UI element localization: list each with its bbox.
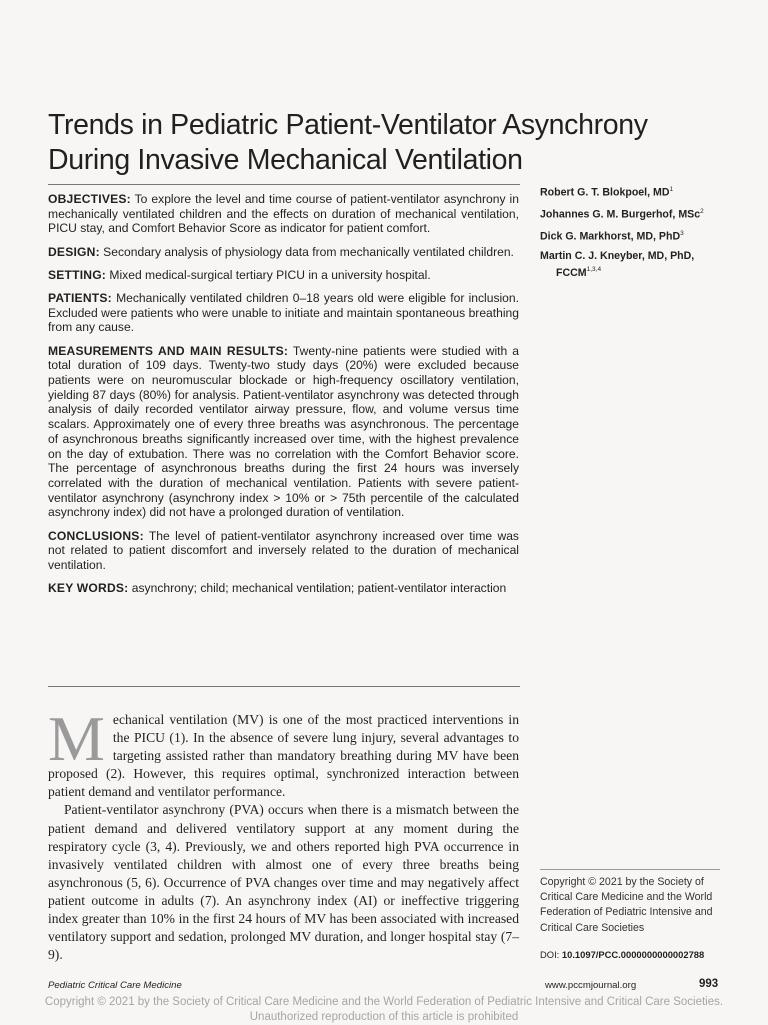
abstract-results [48, 344, 519, 520]
setting-heading: SETTING: [48, 267, 107, 282]
abstract-keywords [48, 581, 519, 596]
keywords-heading: KEY WORDS: [48, 581, 129, 596]
abstract-setting [48, 268, 519, 283]
conclusions-text: The level of patient-ventilator asynchrony increased over time was not related to patient discomfort and inversely related to the duration of mechanical ventilation. [48, 528, 519, 572]
title-line-1: Trends in Pediatric Patient-Ventilator Asynchrony [48, 109, 648, 141]
sidebar-rule [540, 869, 720, 870]
objectives-text: To explore the level and time course of patient-ventilator asynchrony in mechanically ventilated children and the effects on duration of mechanical ventilation, PICU stay, and Comfort Behavior Score as indicator for patient comfort. [48, 192, 519, 236]
objectives-heading: OBJECTIVES: [48, 192, 131, 206]
design-text: Secondary analysis of physiology data from mechanically ventilated children. [103, 244, 514, 259]
design-heading: DESIGN: [48, 244, 100, 259]
doi-link[interactable]: 10.1097/PCC.0000000000002788 [561, 949, 705, 960]
footer-url[interactable]: www.pccmjournal.org [545, 980, 637, 991]
patients-heading: PATIENTS: [48, 291, 112, 306]
author-list [540, 183, 740, 285]
page-number: 993 [699, 978, 719, 990]
abstract-patients [48, 291, 519, 335]
title-line-2: During Invasive Mechanical Ventilation [48, 144, 523, 176]
author: Johannes G. M. Burgerhof, MSc$^2$ [540, 208, 704, 221]
doi: DOI: 10.1097/PCC.0000000000002788 [540, 949, 705, 960]
abstract-design [48, 245, 519, 260]
abstract [48, 192, 519, 604]
results-heading: MEASUREMENTS AND MAIN RESULTS: [48, 343, 289, 358]
abstract-bottom-rule [48, 686, 520, 687]
footer-journal-name: Pediatric Critical Care Medicine [48, 980, 182, 991]
copyright-watermark: Copyright © 2021 by the Society of Critical Care Medicine and the World Federation of Pediatric Intensive and Critical Care Societies. Unauthorized reproduction of this article is prohibited [44, 996, 724, 1023]
copyright-notice: Copyright © 2021 by the Society of Critical Care Medicine and the World Federation of Pediatric Intensive and Critical Care Societies [540, 876, 713, 934]
article-title [48, 108, 738, 178]
setting-text: Mixed medical-surgical tertiary PICU in a university hospital. [109, 267, 431, 282]
abstract-top-rule [48, 184, 520, 185]
abstract-conclusions [48, 529, 519, 573]
abstract-objectives [48, 192, 519, 236]
author: Dick G. Markhorst, MD, PhD$^3$ [540, 230, 684, 243]
article-body [48, 703, 519, 964]
body-paragraph: Mechanical ventilation (MV) is one of the most practiced interventions in the PICU (1). In the absence of severe lung injury, several advantages to targeting assisted rather than mandatory breathing during MV have been proposed (2). However, this requires optimal, synchronized interaction between patient demand and ventilator performance. [48, 703, 519, 800]
keywords-text: asynchrony; child; mechanical ventilation; patient-ventilator interaction [131, 581, 507, 596]
author: Robert G. T. Blokpoel, $MD^1$ [540, 186, 674, 199]
body-paragraph: Patient-ventilator asynchrony (PVA) occurs when there is a mismatch between the patient demand and delivered ventilatory support at any moment during the respiratory cycle (3, 4). Previously, we and others reported high PVA occurrence in invasively ventilated children with almost one of every three breaths being asynchronous (5, 6). Occurrence of PVA changes over time and may negatively affect patient outcome in adults (7). An asynchrony index (AI) or ineffective triggering index greater than 10% in the first 24 hours of MV has been associated with increased ventilatory support and sedation, prolonged MV duration, and longer hospital stay (7–9). [48, 802, 519, 963]
conclusions-heading: CONCLUSIONS: [48, 528, 144, 543]
patients-text: Mechanically ventilated children 0–18 years old were eligible for inclusion. Excluded were patients who were unable to initiate and maintain spontaneous breathing from any cause. [48, 291, 519, 335]
results-text: Twenty-nine patients were studied with a total duration of 109 days. Twenty-two study days (20%) were excluded because patients were on neuromuscular blockade or high-frequency oscillatory ventilation, yielding 87 days (80%) for analysis. Patient-ventilator asynchrony was detected through analysis of daily recorded ventilator airway pressure, flow, and volume versus time scalars. Approximately one of every three breaths was asynchronous. The percentage of asynchronous breaths significantly increased over time, with the highest prevalence on the day of extubation. There was no correlation with the Comfort Behavior score. The percentage of asynchronous breaths during the first 24 hours was inversely correlated with the duration of mechanical ventilation. Patients with severe patient-ventilator asynchrony (asynchrony index > 10% or > 75th percentile of the calculated asynchrony index) did not have a prolonged duration of ventilation. [48, 343, 520, 520]
drop-cap: M [48, 703, 105, 774]
author: Martin C. J. Kneyber, MD, PhD, FCCM$^{1,3,4}$ [540, 250, 695, 279]
